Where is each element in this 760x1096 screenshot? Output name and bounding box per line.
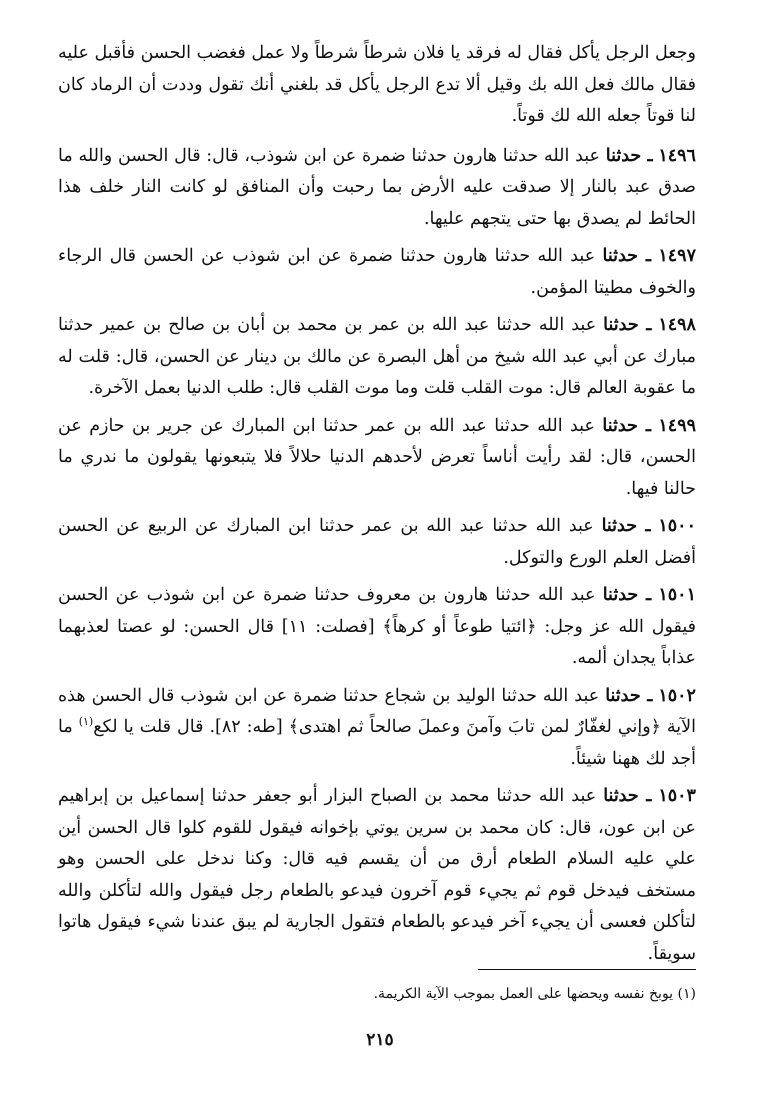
entry-text: عبد الله حدثنا هارون حدثنا ضمرة عن ابن شوذب، قال: قال الحسن والله ما صدق عبد بالنار إلا صدقت عليه الأرض بما رحبت وأن المنافق لو كانت النار خلف هذا الحائط لم يصدق بها حتى يتجهم عليها. bbox=[58, 145, 696, 229]
haddathana-word: حدثنا bbox=[601, 516, 638, 536]
hadith-entry: ١٤٩٩ ـ حدثنا عبد الله حدثنا عبد الله بن عمر حدثنا ابن المبارك عن جرير بن حازم عن الحسن، قال: لقد رأيت أناساً تعرض لأحدهم الدنيا حلالاً فلا يتبعونها يقولون ما ندري ما حالنا فيها. bbox=[58, 415, 696, 499]
entry-number: ١٤٩٩ bbox=[658, 415, 696, 436]
hadith-entry: ١٤٩٨ ـ حدثنا عبد الله حدثنا عبد الله بن عمر بن محمد بن أبان بن صالح بن عمير حدثنا مبارك عن أبي عبد الله شيخ من أهل البصرة عن مالك بن دينار عن الحسن، قال: قلت له ما عقوبة العالم قال: موت القلب قلت وما موت القلب قال: طلب الدنيا بعمل الآخرة. bbox=[58, 315, 696, 398]
haddathana-word: حدثنا bbox=[602, 585, 639, 605]
entry-text: عبد الله حدثنا الوليد بن شجاع حدثنا ضمرة عن ابن شوذب قال الحسن هذه الآية ﴿وإني لغفّارٌ لمن تابَ وآمنَ وعملَ صالحاً ثم اهتدى﴾ [طه: ٨٢]. قال قلت يا لكع bbox=[58, 685, 696, 737]
entry-number: ١٤٩٨ bbox=[658, 315, 696, 335]
hadith-entry: ١٥٠١ ـ حدثنا عبد الله حدثنا هارون بن معروف حدثنا ضمرة عن ابن شوذب عن الحسن فيقول الله عز وجل: ﴿ائتيا طوعاً أو كرهاً﴾ [فصلت: ١١] قال الحسن: لو عصتا لعذبهما عذاباً يجدان ألمه. bbox=[58, 585, 696, 668]
hadith-entry: ١٤٩٧ ـ حدثنا عبد الله حدثنا هارون حدثنا ضمرة عن ابن شوذب عن الحسن قال الرجاء والخوف مطيتا المؤمن. bbox=[58, 246, 696, 298]
haddathana-word: حدثنا bbox=[605, 685, 641, 706]
entry-text: عبد الله حدثنا عبد الله بن عمر حدثنا ابن المبارك عن الربيع عن الحسن أفضل العلم الورع والتوكل. bbox=[58, 516, 696, 568]
page-number: ٢١٥ bbox=[366, 1030, 394, 1050]
entry-number: ١٥٠٣ bbox=[658, 786, 696, 806]
hadith-entry: ١٥٠٣ ـ حدثنا عبد الله حدثنا محمد بن الصباح البزار أبو جعفر حدثنا إسماعيل بن إبراهيم عن ابن عون، قال: كان محمد بن سرين يوتي بإخوانه فيقول للقوم كلوا قال الحسن أين علي عليه السلام الطعام أرق من أن يقسم فيه قال: وكنا ندخل على الحسن وهو مستخف فيدخل قوم ثم يجيء قوم آخرون فيدعو بالطعام رجل فيقول والله لتأكلن والله لتأكلن فعسى أن يجيء آخر فيدعو بالطعام فتقول الجارية لم يبق عندنا شيء فيقول هاتوا سويقاً. bbox=[58, 786, 696, 964]
hadith-entry: ١٥٠٢ ـ حدثنا عبد الله حدثنا الوليد بن شجاع حدثنا ضمرة عن ابن شوذب قال الحسن هذه الآية ﴿وإني لغفّارٌ لمن تابَ وآمنَ وعملَ صالحاً ثم اهتدى﴾ [طه: ٨٢]. قال قلت يا لكع$^{(١)}$ ما أجد لك ههنا شيئاً. bbox=[58, 685, 696, 769]
footnote-reference[interactable]: (١) bbox=[78, 715, 94, 729]
entry-number: ١٥٠٢ bbox=[658, 685, 696, 706]
entry-text: عبد الله حدثنا محمد بن الصباح البزار أبو جعفر حدثنا إسماعيل بن إبراهيم عن ابن عون، قال: كان محمد بن سرين يوتي بإخوانه فيقول للقوم كلوا قال الحسن أين علي عليه السلام الطعام أرق من أن يقسم فيه قال: وكنا ندخل على الحسن وهو مستخف فيدخل قوم ثم يجيء قوم آخرون فيدعو بالطعام رجل فيقول والله لتأكلن والله لتأكلن فعسى أن يجيء آخر فيدعو بالطعام فتقول الجارية لم يبق عندنا شيء فيقول هاتوا سويقاً. bbox=[58, 786, 696, 964]
footnote-number: (١) bbox=[677, 986, 696, 1002]
entry-text: عبد الله حدثنا عبد الله بن عمر بن محمد بن أبان بن صالح بن عمير حدثنا مبارك عن أبي عبد الله شيخ من أهل البصرة عن مالك بن دينار عن الحسن، قال: قلت له ما عقوبة العالم قال: موت القلب قلت وما موت القلب قال: طلب الدنيا بعمل الآخرة. bbox=[58, 315, 696, 398]
haddathana-word: حدثنا bbox=[603, 786, 639, 806]
footnote-text: يوبخ نفسه ويحضها على العمل بموجب الآية الكريمة. bbox=[373, 986, 674, 1002]
intro-paragraph: وجعل الرجل يأكل فقال له فرقد يا فلان شرطاً شرطاً ولا عمل فغضب الحسن فأقبل عليه فقال مالك فعل الله بك وقيل ألا تدع الرجل يأكل قد بلغني أنك تقول وددت أن الرماد كان لنا قوتاً جعله الله لك قوتاً. bbox=[57, 43, 696, 126]
hadith-entry: ١٥٠٠ ـ حدثنا عبد الله حدثنا عبد الله بن عمر حدثنا ابن المبارك عن الربيع عن الحسن أفضل العلم الورع والتوكل. bbox=[58, 516, 696, 568]
entry-text: عبد الله حدثنا هارون حدثنا ضمرة عن ابن شوذب عن الحسن قال الرجاء والخوف مطيتا المؤمن. bbox=[58, 246, 696, 298]
footnote bbox=[58, 983, 696, 1005]
hadith-entry: ١٤٩٦ ـ حدثنا عبد الله حدثنا هارون حدثنا ضمرة عن ابن شوذب، قال: قال الحسن والله ما صدق عبد بالنار إلا صدقت عليه الأرض بما رحبت وأن المنافق لو كانت النار خلف هذا الحائط لم يصدق بها حتى يتجهم عليها. bbox=[58, 145, 696, 229]
entry-text: عبد الله حدثنا عبد الله بن عمر حدثنا ابن المبارك عن جرير بن حازم عن الحسن، قال: لقد رأيت أناساً تعرض لأحدهم الدنيا حلالاً فلا يتبعونها يقولون ما ندري ما حالنا فيها. bbox=[58, 415, 696, 499]
entry-text-continued: ما أجد لك ههنا شيئاً. bbox=[58, 717, 696, 769]
entry-number: ١٤٩٧ bbox=[658, 246, 696, 266]
haddathana-word: حدثنا bbox=[602, 246, 638, 266]
footnote-separator bbox=[478, 969, 696, 970]
entry-number: ١٥٠٠ bbox=[658, 516, 696, 536]
haddathana-word: حدثنا bbox=[602, 415, 638, 436]
entry-number: ١٥٠١ bbox=[658, 585, 696, 605]
entry-text: عبد الله حدثنا هارون بن معروف حدثنا ضمرة عن ابن شوذب عن الحسن فيقول الله عز وجل: ﴿ائتيا طوعاً أو كرهاً﴾ [فصلت: ١١] قال الحسن: لو عصتا لعذبهما عذاباً يجدان ألمه. bbox=[58, 585, 696, 668]
entry-number: ١٤٩٦ bbox=[658, 145, 696, 166]
haddathana-word: حدثنا bbox=[605, 145, 642, 166]
haddathana-word: حدثنا bbox=[603, 315, 639, 335]
